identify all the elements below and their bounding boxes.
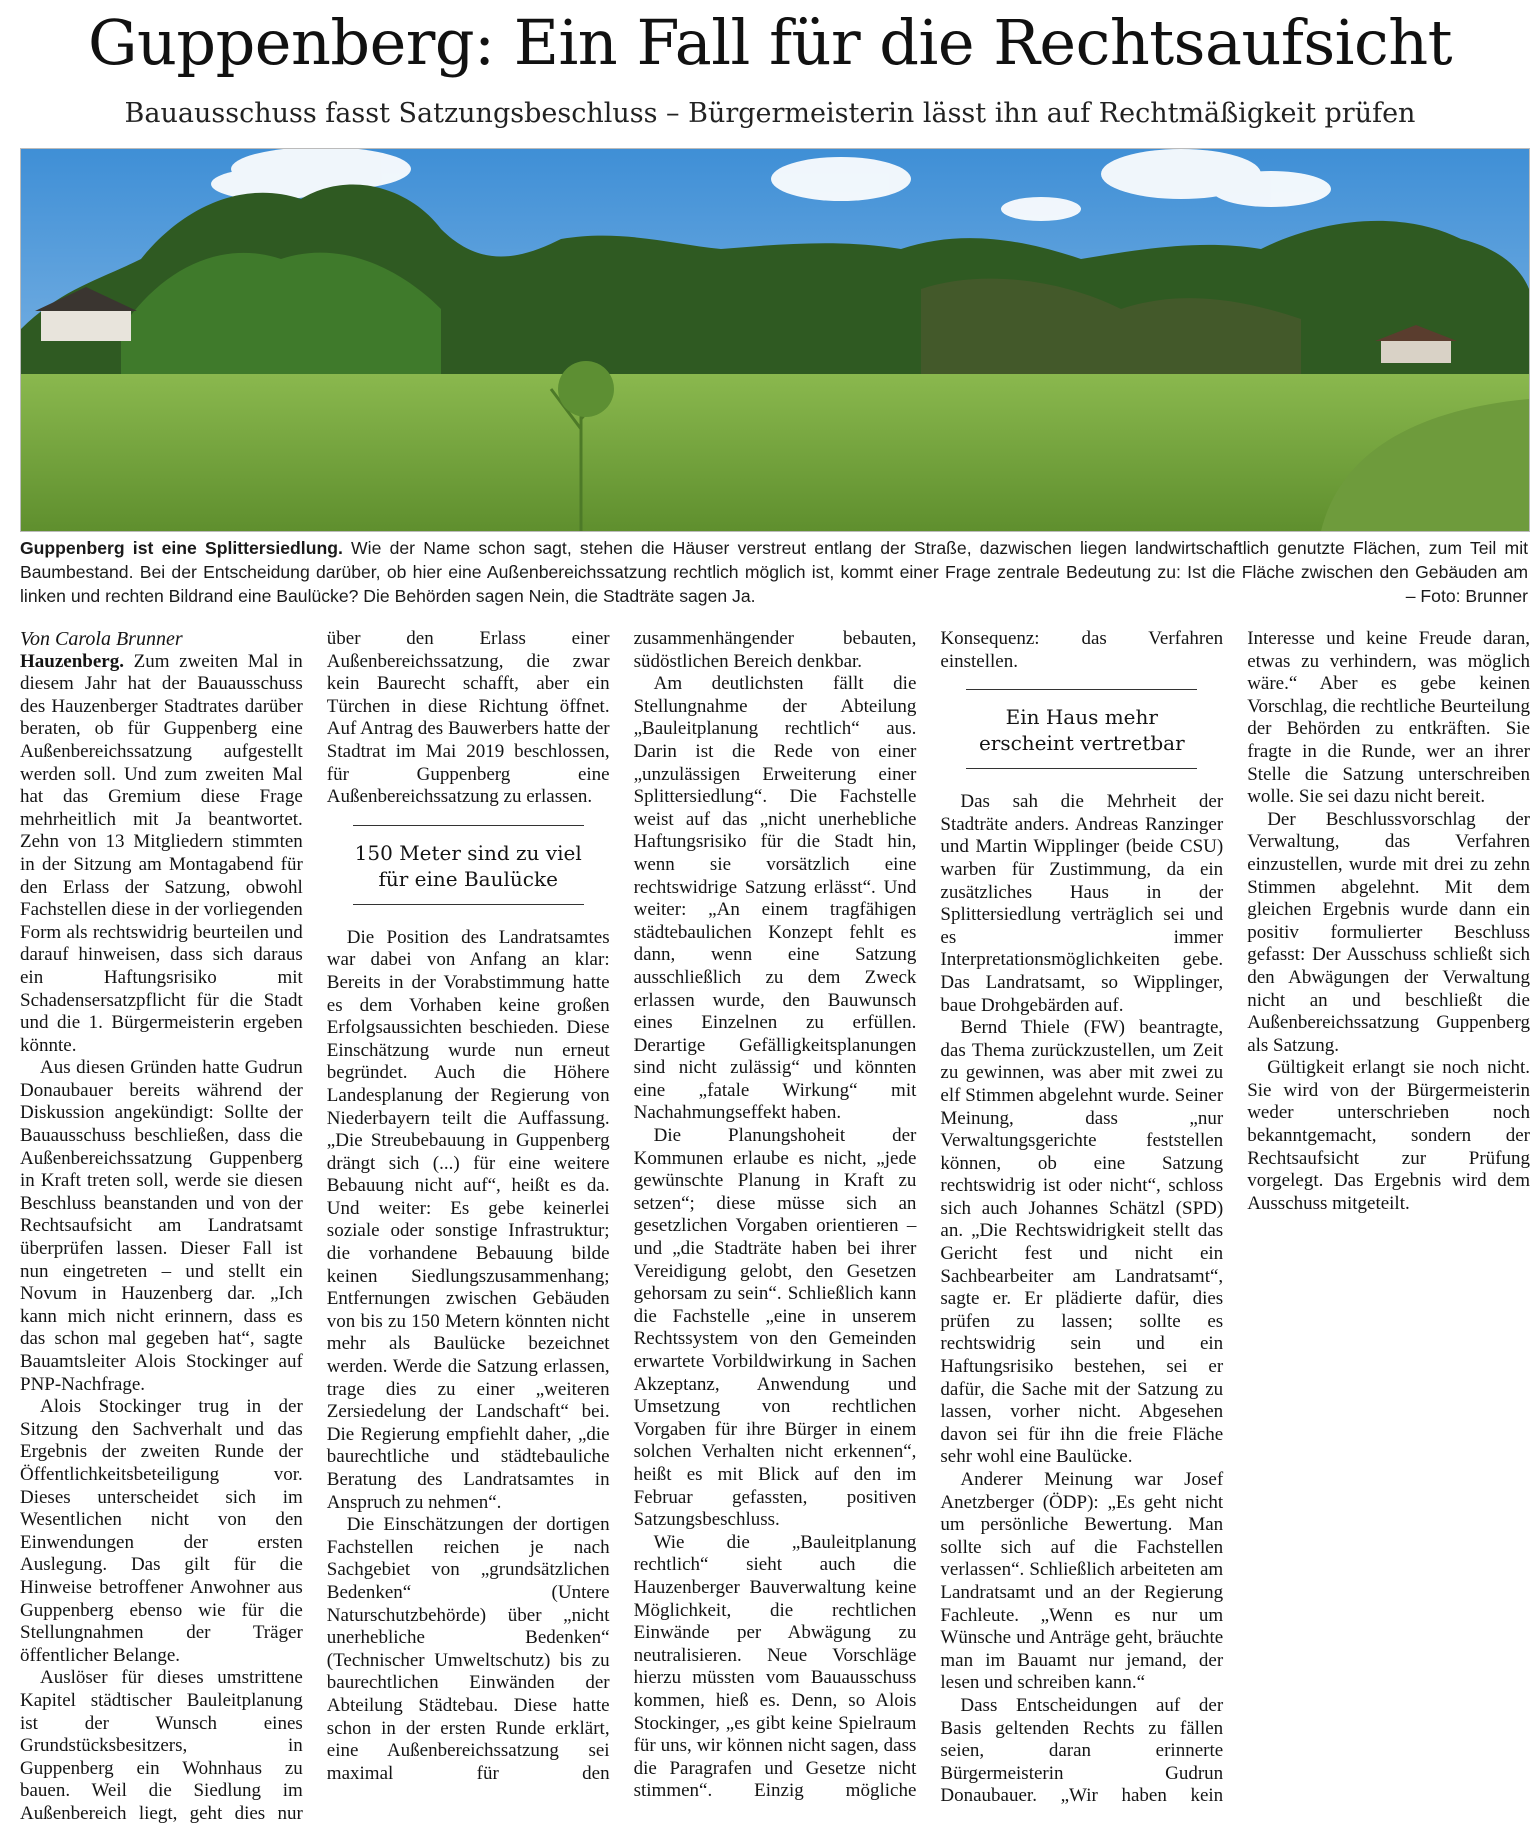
landscape-photo: [20, 148, 1530, 532]
paragraph: Die Einschätzungen der dortigen Fachstellen reichen je nach Sachgebiet von „grundsätzlichen Bedenken“ (Untere Naturschutzbehörde) über „nicht unerhebliche Bedenken“ (Technischer Umweltschutz) bis zu baurechtlichen Einwänden der Abteilung Städtebau. Diese hatte schon in der ersten Runde erklärt, eine Außenbereichssatzung sei maximal für den zusammenhängender bebauten, südöstlichen Bereich denkbar.: [326, 628, 917, 1784]
section-heading-line: Ein Haus mehr: [1005, 705, 1158, 730]
section-heading-line: erscheint vertretbar: [978, 731, 1185, 756]
subheadline: Bauausschuss fasst Satzungsbeschluss – Bürgermeisterin lässt ihn auf Rechtmäßigkeit prüfen: [124, 98, 1416, 129]
paragraph: Auslöser für dieses umstrittene Kapitel städtischer Bauleitplanung ist der Wunsch eines Grundstücksbesitzers, in Guppenberg ein Wohnhaus zu bauen. Weil die Siedlung im Außenbereich liegt, geht dies nur über den Erlass einer Außenbereichssatzung, die zwar kein Baurecht schafft, aber ein Türchen in diese Richtung öffnet. Auf Antrag des Bauwerbers hatte der Stadtrat im Mai 2019 beschlossen, für Guppenberg eine Außenbereichssatzung zu erlassen.: [20, 628, 610, 1824]
caption-lead: Guppenberg ist eine Splittersiedlung.: [20, 538, 343, 558]
paragraph: Alois Stockinger trug in der Sitzung den Sachverhalt und das Ergebnis der zweiten Runde der Öffentlichkeitsbeteiligung vor. Dieses unterscheidet sich im Wesentlichen nicht von den Einwendungen der ersten Auslegung. Das gilt für die Hinweise betroffener Anwohner aus Guppenberg ebenso wie für die Stellungnahmen der Träger öffentlicher Belange.: [20, 1396, 303, 1666]
paragraph: Am deutlichsten fällt die Stellungnahme der Abteilung „Bauleitplanung rechtlich“ aus. Darin ist die Rede von einer „unzulässigen Erweiterung einer Splittersiedlung“. Die Fachstelle weist auf das „nicht unerhebliche Haftungsrisiko für die Stadt hin, wenn sie vorsätzlich eine rechtswidrige Satzung erlässt“. Und weiter: „An einem tragfähigen städtebaulichen Konzept fehlt es dann, wenn eine Satzung ausschließlich zu dem Zweck erlassen wurde, den Bauwunsch eines Einzelnen zu erfüllen. Derartige Gefälligkeitsplanungen sind nicht zulässig“ und könnten eine „fatale Wirkung“ mit Nachahmungseffekt haben.: [633, 673, 917, 1124]
paragraph: Anderer Meinung war Josef Anetzberger (ÖDP): „Es geht nicht um persönliche Bewertung. Man sollte sich auf die Fachstellen verlassen“. Schließlich arbeiteten am Landratsamt und an der Regierung Fachleute. „Wenn es nur um Wünsche und Anträge geht, bräuchte man im Bauamt nur jemand, der lesen und schreiben kann.“: [940, 1469, 1224, 1694]
caption-text: Wie der Name schon sagt, stehen die Häuser verstreut entlang der Straße, dazwischen liegen landwirtschaftlich genutzte Flächen, zum Teil mit Baumbestand. Bei der Entscheidung darüber, ob hier eine Außenbereichssatzung rechtlich möglich ist, kommt einer Frage zentrale Bedeutung zu: Ist die Fläche zwischen den Gebäuden am linken und rechten Bildrand eine Baulücke? Die Behörden sagen Nein, die Stadträte sagen Ja.: [20, 538, 1528, 606]
article-body: [20, 628, 1530, 1828]
paragraph: [20, 651, 303, 1058]
meadow: [21, 374, 1529, 531]
section-heading: [966, 689, 1197, 769]
photo-credit: – Foto: Brunner: [1405, 586, 1528, 606]
paragraph: Gültigkeit erlangt sie noch nicht. Sie wird von der Bürgermeisterin weder unterschrieben noch bekanntgemacht, sondern der Rechtsaufsicht zur Prüfung vorgelegt. Das Ergebnis wird dem Ausschuss mitgeteilt.: [1247, 1057, 1530, 1214]
photo-caption: [20, 536, 1528, 608]
section-heading-line: für eine Baulücke: [378, 866, 558, 891]
landscape-illustration: [21, 149, 1529, 531]
section-heading: [353, 825, 584, 905]
paragraph: Die Planungshoheit der Kommunen erlaube es nicht, „jede gewünschte Planung in Kraft zu setzen“; diese müsse sich an gesetzlichen Vorgaben orientieren – und „die Stadträte haben bei ihrer Vereidigung gelobt, den Gesetzen gehorsam zu sein“. Schließlich kann die Fachstelle „eine in unserem Rechtssystem von den Gemeinden erwartete Vorbildwirkung in Sachen Akzeptanz, Anwendung und Umsetzung von rechtlichen Vorgaben für ihre Bürger in einem solchen Verhalten nicht erkennen“, heißt es mit Blick auf den im Februar gefassten, positiven Satzungsbeschluss.: [633, 1125, 917, 1531]
house-left: [41, 309, 131, 341]
paragraph: Die Position des Landratsamtes war dabei von Anfang an klar: Bereits in der Vorabstimmung hatte es dem Vorhaben keine großen Erfolgsaussichten beschieden. Diese Einschätzung wurde nun erneut begründet. Auch die Höhere Landesplanung der Regierung von Niederbayern teilt die Auffassung. „Die Streubebauung in Guppenberg drängt sich (...) für eine weitere Bebauung nicht auf“, heißt es da. Und weiter: Es gebe keinerlei soziale oder sonstige Infrastruktur; die vorhandene Bebauung bilde keinen Siedlungszusammenhang; Entfernungen zwischen Gebäuden von bis zu 150 Metern könnten nicht mehr als Baulücke bezeichnet werden. Werde die Satzung erlassen, trage dies zu einer „weiteren Zersiedelung der Landschaft“ bei. Die Regierung empfiehlt daher, „die baurechtliche und städtebauliche Beratung des Landratsamtes in Anspruch zu nehmen“.: [326, 926, 610, 1513]
paragraph: Aus diesen Gründen hatte Gudrun Donaubauer bereits während der Diskussion angekündigt: Sollte der Bauausschuss beschließen, dass die Außenbereichssatzung Guppenberg in Kraft treten soll, werde sie diesen Beschluss beanstanden und von der Rechtsaufsicht am Landratsamt überprüfen lassen. Dieser Fall ist nun eingetreten – und stellt ein Novum in Hauzenberg dar. „Ich kann mich nicht erinnern, dass es das schon mal gegeben hat“, sagte Bauamtsleiter Alois Stockinger auf PNP-Nachfrage.: [20, 1057, 303, 1395]
paragraph-text: Zum zweiten Mal in diesem Jahr hat der Bauausschuss des Hauzenberger Stadtrates darüber beraten, ob für Guppenberg eine Außenbereichssatzung aufgestellt werden soll. Und zum zweiten Mal hat das Gremium diese Frage mehrheitlich mit Ja beantwortet. Zehn von 13 Mitgliedern stimmten in der Sitzung am Montagabend für den Erlass der Satzung, obwohl Fachstellen diese in der vorliegenden Form als rechtswidrig beurteilen und darauf hinweisen, dass sich daraus ein Haftungsrisiko mit Schadensersatzpflicht für die Stadt und die 1. Bürgermeisterin ergeben könnte.: [20, 650, 303, 1056]
section-heading-line: 150 Meter sind zu viel: [354, 840, 582, 865]
paragraph: Dass Entscheidungen auf der Basis geltenden Rechts zu fällen seien, daran erinnerte Bürgermeisterin Gudrun Donaubauer. „Wir haben kein Interesse und keine Freude daran, etwas zu verhindern, was möglich wäre.“ Aber es gebe keinen Vorschlag, die rechtliche Beurteilung der Behörden zu entkräften. Sie fragte in die Runde, wer an ihrer Stelle die Satzung unterschreiben wolle. Sie sei dazu nicht bereit.: [940, 628, 1530, 1807]
paragraph: Wie die „Bauleitplanung rechtlich“ sieht auch die Hauzenberger Bauverwaltung keine Möglichkeit, die rechtlichen Einwände per Abwägung zu neutralisieren. Neue Vorschläge hierzu müssten vom Bauausschuss kommen, hieß es. Denn, so Alois Stockinger, „es gibt keine Spielraum für uns, wir können nicht sagen, dass die Paragrafen und Gesetze nicht stimmen“. Einzig mögliche Konsequenz: das Verfahren einstellen.: [633, 628, 1224, 1802]
headline: Guppenberg: Ein Fall für die Rechtsaufsicht: [87, 6, 1453, 79]
byline: Von Carola Brunner: [20, 628, 183, 650]
house-right: [1381, 339, 1451, 363]
paragraph: Der Beschlussvorschlag der Verwaltung, das Verfahren einzustellen, wurde mit drei zu zehn Stimmen abgelehnt. Mit dem gleichen Ergebnis wurde dann ein positiv formulierter Beschluss gefasst: Der Ausschuss schließt sich den Abwägungen der Verwaltung nicht an und beschließt die Außenbereichssatzung Guppenberg als Satzung.: [1247, 808, 1530, 1056]
paragraph: Das sah die Mehrheit der Stadträte anders. Andreas Ranzinger und Martin Wipplinger (beide CSU) warben für Zustimmung, da ein zusätzliches Haus in der Splittersiedlung verträglich sei und es immer Interpretationsmöglichkeiten gebe. Das Landratsamt, so Wipplinger, baue Drohgebärden auf.: [940, 791, 1224, 1016]
paragraph: Bernd Thiele (FW) beantragte, das Thema zurückzustellen, um Zeit zu gewinnen, was aber mit zwei zu elf Stimmen abgelehnt wurde. Seiner Meinung, dass „nur Verwaltungsgerichte feststellen können, ob eine Satzung rechtswidrig ist oder nicht“, schloss sich auch Johannes Schätzl (SPD) an. „Die Rechtswidrigkeit stellt das Gericht fest und nicht ein Sachbearbeiter am Landratsamt“, sagte er. Er plädierte dafür, dies prüfen zu lassen; sollte es rechtswidrig sein und ein Haftungsrisiko bestehen, sei er dafür, die Sache mit der Satzung zu lassen, vorher nicht. Abgesehen davon sei für ihn die freie Fläche sehr wohl eine Baulücke.: [940, 1017, 1224, 1468]
dateline: Hauzenberg.: [20, 650, 124, 672]
